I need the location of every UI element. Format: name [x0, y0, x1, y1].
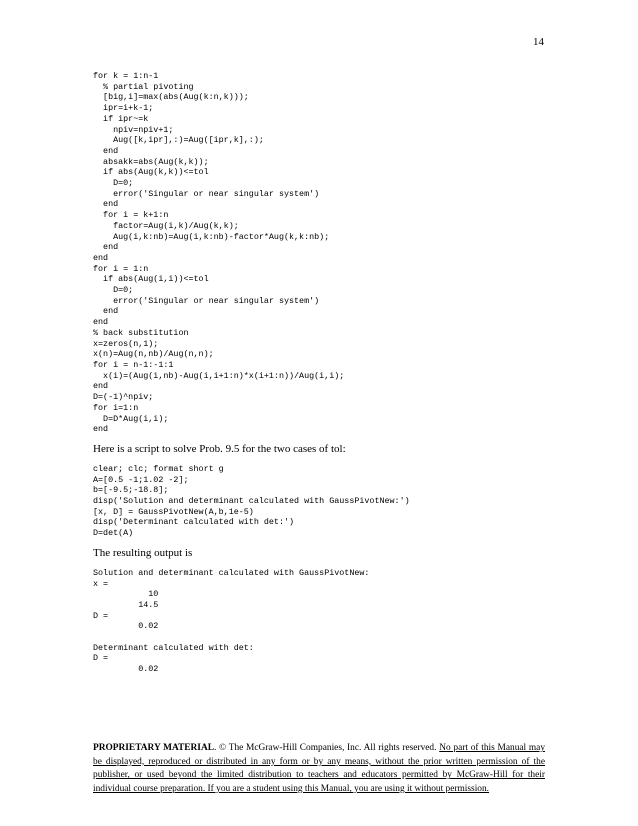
script-intro-text: Here is a script to solve Prob. 9.5 for the two cases of tol: [93, 442, 346, 455]
page-content [93, 71, 545, 675]
output-intro-text: The resulting output is [93, 546, 193, 559]
code-line: Aug(i,k:nb)=Aug(i,k:nb)-factor*Aug(k,k:nb); [93, 231, 330, 242]
code-line: for i = k+1:n [93, 210, 169, 221]
script-line: disp('Solution and determinant calculated with GaussPivotNew:') [93, 496, 410, 507]
page-number: 14 [533, 36, 544, 48]
footer-copyright-text: . © The McGraw-Hill Companies, Inc. All rights reserved. [213, 743, 440, 753]
code-line: ipr=i+k-1; [93, 103, 154, 114]
output-line: D = [93, 653, 109, 664]
code-line: if abs(Aug(i,i))<=tol [93, 274, 209, 285]
output-line: Determinant calculated with det: [93, 642, 254, 653]
code-line: error('Singular or near singular system') [93, 188, 320, 199]
code-line: Aug([k,ipr],:)=Aug([ipr,k],:); [93, 135, 264, 146]
code-line: D=0; [93, 178, 134, 189]
code-line: end [93, 424, 109, 435]
output-listing-det [93, 643, 545, 675]
output-line: 14.5 [93, 599, 159, 610]
output-line: 0.02 [93, 621, 159, 632]
code-line: x=zeros(n,1); [93, 338, 159, 349]
copyright-footer [93, 742, 545, 797]
code-line: absakk=abs(Aug(k,k)); [93, 156, 209, 167]
script-line: [x, D] = GaussPivotNew(A,b,1e-5) [93, 506, 254, 517]
script-line: disp('Determinant calculated with det:') [93, 517, 295, 528]
output-spacer [93, 632, 545, 643]
code-line: if ipr~=k [93, 113, 149, 124]
output-line: Solution and determinant calculated with GaussPivotNew: [93, 567, 370, 578]
script-line: A=[0.5 -1;1.02 -2]; [93, 474, 189, 485]
code-line: x(n)=Aug(n,nb)/Aug(n,n); [93, 349, 214, 360]
script-line: D=det(A) [93, 528, 134, 539]
code-line: factor=Aug(i,k)/Aug(k,k); [93, 220, 239, 231]
code-line: if abs(Aug(k,k))<=tol [93, 167, 209, 178]
code-line: [big,i]=max(abs(Aug(k:n,k))); [93, 92, 249, 103]
output-listing-gausspivot [93, 568, 545, 632]
code-line: for i = 1:n [93, 263, 149, 274]
code-line: for i=1:n [93, 402, 139, 413]
code-line: npiv=npiv+1; [93, 124, 174, 135]
output-line: x = [93, 578, 109, 589]
code-line: end [93, 145, 119, 156]
script-code-listing [93, 464, 545, 539]
code-line: end [93, 242, 119, 253]
script-line: clear; clc; format short g [93, 463, 224, 474]
code-line: end [93, 381, 109, 392]
footer-permission-notice: No part of this Manual may be displayed, reproduced or distributed in any form or by any means, without the prior written permission of the publisher, or used beyond the limited distribution to teachers and educators permitted by McGraw-Hill for their individual course preparation. If you are a student using this Manual, you are using it without permission. [93, 743, 546, 795]
output-line: 0.02 [93, 664, 159, 675]
code-line: for i = n-1:-1:1 [93, 359, 174, 370]
code-line: end [93, 317, 109, 328]
code-line: D=(-1)^npiv; [93, 392, 154, 403]
script-line: b=[-9.5;-18.8]; [93, 485, 169, 496]
output-line: D = [93, 610, 109, 621]
code-line: % partial pivoting [93, 81, 194, 92]
code-line: error('Singular or near singular system') [93, 295, 320, 306]
code-line: end [93, 306, 119, 317]
code-line: for k = 1:n-1 [93, 71, 159, 81]
code-line: end [93, 199, 119, 210]
function-code-listing [93, 71, 545, 435]
code-line: D=0; [93, 285, 134, 296]
code-line: D=D*Aug(i,i); [93, 413, 169, 424]
footer-proprietary-label: PROPRIETARY MATERIAL [93, 743, 214, 753]
code-line: x(i)=(Aug(i,nb)-Aug(i,i+1:n)*x(i+1:n))/Aug(i,i); [93, 370, 345, 381]
code-line: % back substitution [93, 327, 189, 338]
code-line: end [93, 252, 109, 263]
output-line: 10 [93, 589, 159, 600]
